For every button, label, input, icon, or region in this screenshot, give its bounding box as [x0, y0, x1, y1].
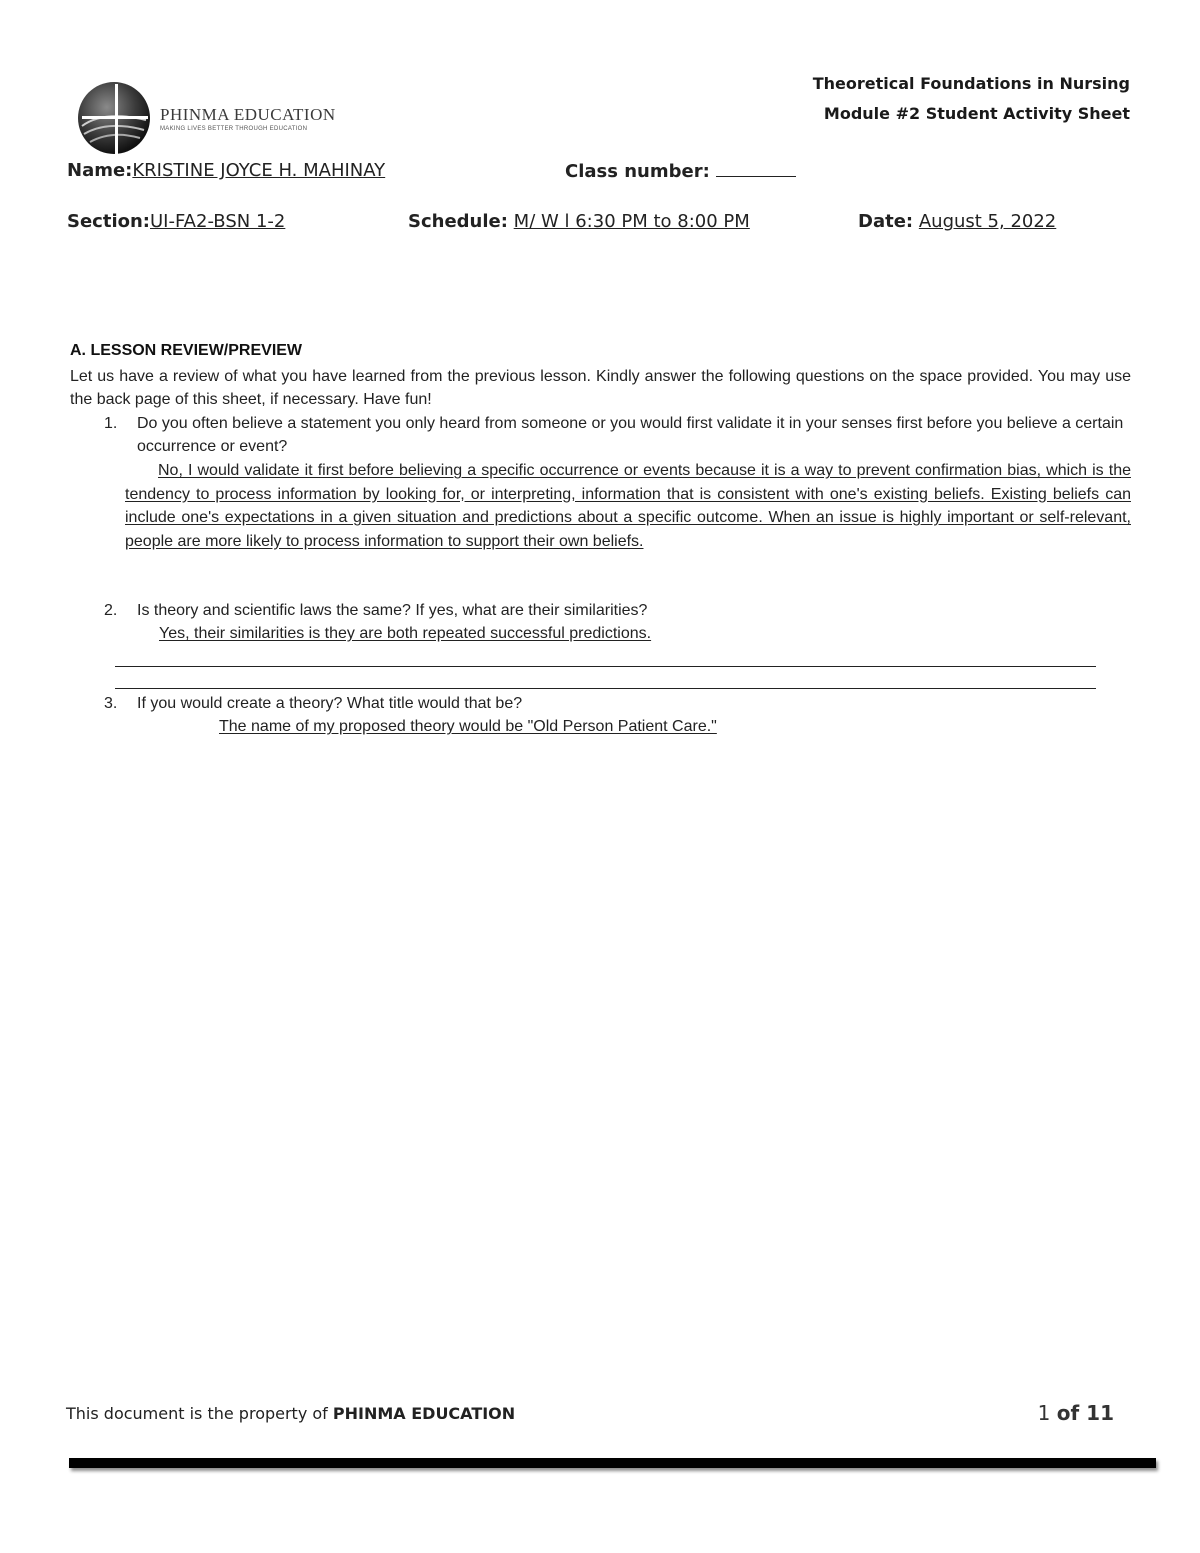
answer-2: Yes, their similarities is they are both repeated successful predictions.: [159, 625, 652, 642]
question-number: 3.: [104, 695, 118, 712]
footer-bar: [69, 1458, 1156, 1468]
footer-owner: PHINMA EDUCATION: [332, 1404, 516, 1423]
section-heading: A. LESSON REVIEW/PREVIEW: [70, 342, 303, 359]
answer-1: No, I would validate it first before believing a specific occurrence or events because it is a way to prevent confirmation bias, which is the tendency to process information by looking for, or interpreting, information that is consistent with one's existing beliefs. Existing beliefs can include one's expectations in a given situation and predictions about a specific outcome. When an issue is highly important or self-relevant, people are more likely to process information to support their own beliefs.: [125, 462, 1131, 550]
logo-name: PHINMA EDUCATION: [160, 105, 336, 124]
schedule-value: M/ W l 6:30 PM to 8:00 PM: [513, 211, 750, 232]
schedule-label: Schedule:: [408, 211, 508, 232]
answer-3: The name of my proposed theory would be "Old Person Patient Care.": [219, 718, 717, 735]
phinma-globe-icon: [74, 80, 154, 160]
page-current: 1: [1037, 1401, 1051, 1425]
section-field: [67, 211, 285, 232]
lesson-intro: Let us have a review of what you have learned from the previous lesson. Kindly answer the following questions on the space provided. You may use the back page of this sheet, if necessary. Have fun!: [70, 368, 1131, 408]
date-value: August 5, 2022: [918, 211, 1057, 232]
page-count: [1038, 1401, 1114, 1425]
module-title: Module #2 Student Activity Sheet: [823, 104, 1130, 123]
question-number: 2.: [104, 602, 118, 619]
class-number-blank: [716, 160, 796, 177]
footer-prefix: This document is the property of: [66, 1404, 333, 1423]
footer-ownership: [66, 1404, 515, 1423]
date-label: Date:: [858, 211, 914, 232]
question-text: Do you often believe a statement you only heard from someone or you would first validate it in your senses first before you believe a certain occurrence or event?: [137, 415, 1124, 455]
question-number: 1.: [104, 415, 118, 432]
phinma-logo: [74, 80, 334, 160]
schedule-field: [408, 211, 750, 232]
answer-line: [115, 666, 1096, 667]
question-text: If you would create a theory? What title would that be?: [137, 695, 523, 712]
logo-tagline: MAKING LIVES BETTER THROUGH EDUCATION: [160, 126, 308, 132]
course-title: Theoretical Foundations in Nursing: [812, 74, 1130, 93]
name-label: Name:: [67, 160, 133, 181]
page-total: of 11: [1056, 1401, 1114, 1425]
answer-line: [115, 688, 1096, 689]
section-label: Section:: [67, 211, 150, 232]
question-text: Is theory and scientific laws the same? If yes, what are their similarities?: [137, 602, 648, 619]
name-value: KRISTINE JOYCE H. MAHINAY: [132, 160, 386, 181]
name-field: [67, 160, 385, 181]
class-number-label: Class number:: [565, 161, 710, 182]
class-number-field: [565, 160, 796, 182]
date-field: [858, 211, 1056, 232]
section-value: UI-FA2-BSN 1-2: [150, 211, 286, 232]
